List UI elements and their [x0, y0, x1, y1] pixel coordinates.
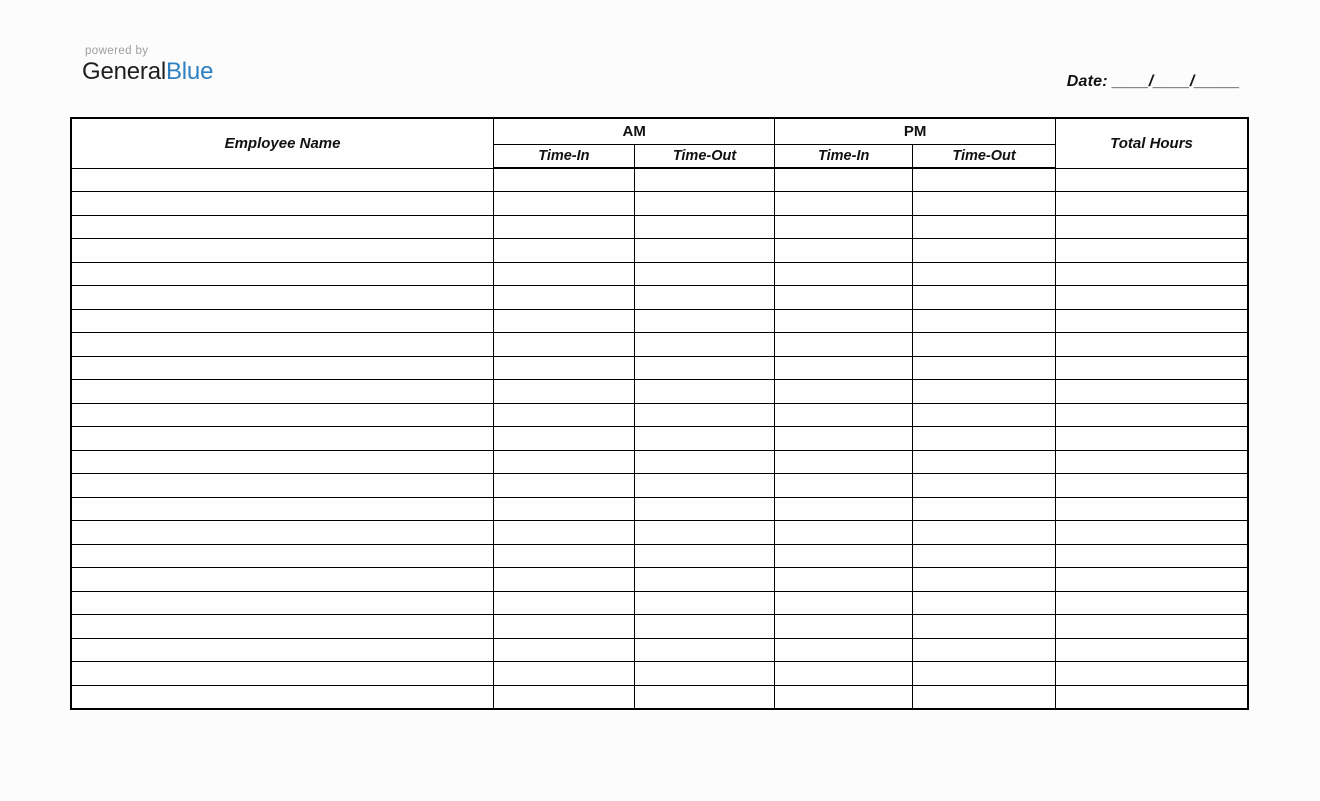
am-time-in-cell — [494, 380, 635, 404]
total-hours-cell — [1056, 638, 1248, 662]
employee-name-cell — [71, 474, 494, 498]
am-time-in-cell — [494, 333, 635, 357]
pm-time-in-cell — [775, 403, 913, 427]
table-row — [71, 497, 1248, 521]
pm-time-out-cell — [913, 309, 1056, 333]
table-row — [71, 662, 1248, 686]
employee-name-cell — [71, 215, 494, 239]
timesheet-table-header — [71, 118, 1248, 168]
employee-name-cell — [71, 333, 494, 357]
table-row — [71, 638, 1248, 662]
table-row — [71, 380, 1248, 404]
am-time-in-cell — [494, 568, 635, 592]
am-time-out-cell — [634, 380, 775, 404]
pm-time-out-cell — [913, 615, 1056, 639]
am-time-out-cell — [634, 239, 775, 263]
employee-name-cell — [71, 286, 494, 310]
employee-name-cell — [71, 591, 494, 615]
table-row — [71, 544, 1248, 568]
am-time-out-cell — [634, 568, 775, 592]
employee-name-cell — [71, 356, 494, 380]
pm-time-out-cell — [913, 356, 1056, 380]
date-field: Date: ____/____/_____ — [1066, 73, 1240, 90]
total-hours-cell — [1056, 356, 1248, 380]
am-time-out-cell — [634, 286, 775, 310]
pm-time-out-cell — [913, 450, 1056, 474]
am-time-in-cell — [494, 262, 635, 286]
employee-name-cell — [71, 615, 494, 639]
pm-time-out-cell — [913, 568, 1056, 592]
table-row — [71, 286, 1248, 310]
total-hours-cell — [1056, 427, 1248, 451]
total-hours-cell — [1056, 568, 1248, 592]
total-hours-cell — [1056, 521, 1248, 545]
employee-name-cell — [71, 427, 494, 451]
am-time-out-cell — [634, 356, 775, 380]
am-time-out-header: Time-Out — [634, 144, 775, 168]
pm-time-out-cell — [913, 168, 1056, 192]
pm-time-out-cell — [913, 521, 1056, 545]
total-hours-cell — [1056, 474, 1248, 498]
am-time-in-cell — [494, 615, 635, 639]
table-row — [71, 262, 1248, 286]
header-row-groups — [71, 118, 1248, 144]
table-row — [71, 568, 1248, 592]
am-time-in-cell — [494, 239, 635, 263]
table-row — [71, 450, 1248, 474]
pm-time-in-cell — [775, 286, 913, 310]
am-time-in-cell — [494, 286, 635, 310]
am-time-out-cell — [634, 615, 775, 639]
am-time-out-cell — [634, 168, 775, 192]
pm-time-out-cell — [913, 215, 1056, 239]
am-time-out-cell — [634, 262, 775, 286]
am-time-out-cell — [634, 192, 775, 216]
table-row — [71, 474, 1248, 498]
employee-name-cell — [71, 638, 494, 662]
pm-time-in-cell — [775, 333, 913, 357]
am-time-out-cell — [634, 685, 775, 709]
total-hours-cell — [1056, 380, 1248, 404]
employee-name-cell — [71, 192, 494, 216]
pm-time-in-cell — [775, 450, 913, 474]
am-time-out-cell — [634, 309, 775, 333]
table-row — [71, 591, 1248, 615]
employee-name-cell — [71, 450, 494, 474]
table-row — [71, 215, 1248, 239]
timesheet-table-body — [71, 168, 1248, 709]
total-hours-cell — [1056, 544, 1248, 568]
employee-name-cell — [71, 544, 494, 568]
pm-time-out-cell — [913, 427, 1056, 451]
pm-time-in-cell — [775, 591, 913, 615]
pm-time-out-cell — [913, 591, 1056, 615]
am-time-in-cell — [494, 521, 635, 545]
table-row — [71, 333, 1248, 357]
am-time-out-cell — [634, 497, 775, 521]
table-row — [71, 356, 1248, 380]
total-hours-cell — [1056, 192, 1248, 216]
pm-time-in-header: Time-In — [775, 144, 913, 168]
am-time-in-cell — [494, 427, 635, 451]
pm-time-in-cell — [775, 497, 913, 521]
table-row — [71, 403, 1248, 427]
brand-general-text: General — [82, 57, 166, 85]
pm-time-out-cell — [913, 262, 1056, 286]
am-time-in-cell — [494, 662, 635, 686]
am-time-out-cell — [634, 474, 775, 498]
table-row — [71, 239, 1248, 263]
pm-time-in-cell — [775, 215, 913, 239]
table-row — [71, 427, 1248, 451]
am-time-in-cell — [494, 356, 635, 380]
pm-time-in-cell — [775, 638, 913, 662]
employee-name-header: Employee Name — [71, 118, 494, 168]
generalblue-logo — [82, 45, 213, 85]
am-time-out-cell — [634, 450, 775, 474]
pm-time-out-cell — [913, 638, 1056, 662]
employee-name-cell — [71, 685, 494, 709]
pm-time-out-cell — [913, 685, 1056, 709]
am-time-in-cell — [494, 192, 635, 216]
total-hours-cell — [1056, 286, 1248, 310]
employee-name-cell — [71, 662, 494, 686]
pm-time-out-cell — [913, 239, 1056, 263]
pm-time-in-cell — [775, 662, 913, 686]
employee-name-cell — [71, 309, 494, 333]
pm-time-out-cell — [913, 544, 1056, 568]
total-hours-cell — [1056, 497, 1248, 521]
powered-by-text: powered by — [85, 45, 149, 57]
pm-time-out-cell — [913, 403, 1056, 427]
am-time-in-cell — [494, 215, 635, 239]
am-group-header: AM — [494, 118, 775, 144]
am-time-out-cell — [634, 521, 775, 545]
total-hours-cell — [1056, 403, 1248, 427]
table-row — [71, 168, 1248, 192]
total-hours-cell — [1056, 309, 1248, 333]
pm-group-header: PM — [775, 118, 1056, 144]
pm-time-in-cell — [775, 262, 913, 286]
pm-time-out-cell — [913, 497, 1056, 521]
employee-name-cell — [71, 568, 494, 592]
total-hours-cell — [1056, 333, 1248, 357]
am-time-out-cell — [634, 591, 775, 615]
pm-time-in-cell — [775, 380, 913, 404]
pm-time-out-cell — [913, 333, 1056, 357]
employee-name-cell — [71, 262, 494, 286]
employee-name-cell — [71, 403, 494, 427]
am-time-in-cell — [494, 497, 635, 521]
pm-time-in-cell — [775, 615, 913, 639]
pm-time-in-cell — [775, 239, 913, 263]
pm-time-out-header: Time-Out — [913, 144, 1056, 168]
table-row — [71, 521, 1248, 545]
pm-time-in-cell — [775, 168, 913, 192]
table-row — [71, 685, 1248, 709]
employee-name-cell — [71, 521, 494, 545]
pm-time-in-cell — [775, 474, 913, 498]
total-hours-cell — [1056, 215, 1248, 239]
am-time-out-cell — [634, 662, 775, 686]
pm-time-out-cell — [913, 380, 1056, 404]
pm-time-in-cell — [775, 521, 913, 545]
pm-time-in-cell — [775, 685, 913, 709]
pm-time-out-cell — [913, 286, 1056, 310]
total-hours-cell — [1056, 685, 1248, 709]
am-time-in-cell — [494, 544, 635, 568]
table-row — [71, 615, 1248, 639]
employee-name-cell — [71, 239, 494, 263]
am-time-out-cell — [634, 333, 775, 357]
table-row — [71, 309, 1248, 333]
total-hours-cell — [1056, 591, 1248, 615]
am-time-in-cell — [494, 309, 635, 333]
am-time-in-cell — [494, 685, 635, 709]
pm-time-in-cell — [775, 192, 913, 216]
am-time-in-cell — [494, 591, 635, 615]
am-time-in-cell — [494, 168, 635, 192]
pm-time-out-cell — [913, 662, 1056, 686]
total-hours-cell — [1056, 262, 1248, 286]
am-time-in-cell — [494, 638, 635, 662]
am-time-out-cell — [634, 215, 775, 239]
table-row — [71, 192, 1248, 216]
timesheet-table — [70, 117, 1249, 710]
total-hours-cell — [1056, 662, 1248, 686]
am-time-out-cell — [634, 638, 775, 662]
employee-name-cell — [71, 380, 494, 404]
pm-time-in-cell — [775, 544, 913, 568]
total-hours-cell — [1056, 168, 1248, 192]
pm-time-in-cell — [775, 309, 913, 333]
total-hours-cell — [1056, 615, 1248, 639]
brand-blue-text: Blue — [165, 57, 214, 85]
pm-time-in-cell — [775, 568, 913, 592]
employee-name-cell — [71, 497, 494, 521]
am-time-in-cell — [494, 474, 635, 498]
employee-name-cell — [71, 168, 494, 192]
total-hours-header: Total Hours — [1056, 118, 1248, 168]
pm-time-in-cell — [775, 356, 913, 380]
pm-time-in-cell — [775, 427, 913, 451]
pm-time-out-cell — [913, 192, 1056, 216]
total-hours-cell — [1056, 450, 1248, 474]
am-time-in-header: Time-In — [494, 144, 635, 168]
total-hours-cell — [1056, 239, 1248, 263]
am-time-out-cell — [634, 544, 775, 568]
am-time-out-cell — [634, 403, 775, 427]
am-time-in-cell — [494, 403, 635, 427]
am-time-in-cell — [494, 450, 635, 474]
am-time-out-cell — [634, 427, 775, 451]
brand-name — [82, 59, 213, 85]
pm-time-out-cell — [913, 474, 1056, 498]
